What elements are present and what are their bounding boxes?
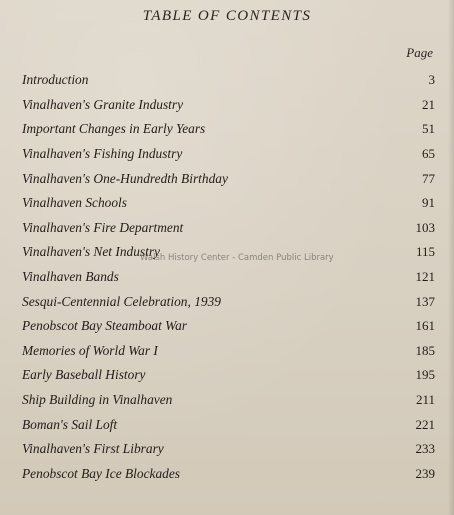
toc-entry [22,93,435,118]
toc-entry-page: 161 [415,318,435,334]
toc-entry-title: Vinalhaven Schools [22,195,127,211]
toc-entry-page: 21 [422,96,435,112]
toc-entry-page: 3 [428,72,435,88]
toc-entry [22,289,435,314]
table-of-contents [22,68,435,486]
toc-entry [22,462,435,487]
toc-entry [22,117,435,142]
toc-entry-title: Vinalhaven's Net Industry [22,244,160,260]
toc-entry [22,363,435,388]
toc-entry [22,142,435,167]
toc-entry-title: Vinalhaven's First Library [22,441,164,457]
toc-entry-title: Memories of World War I [22,342,158,358]
toc-entry-title: Early Baseball History [22,367,146,383]
toc-entry-page: 211 [415,392,435,408]
page-edge-shadow [448,0,454,515]
toc-entry-page: 185 [415,342,435,358]
toc-entry-page: 239 [415,465,435,481]
toc-entry-page: 65 [422,146,435,162]
toc-entry-page: 115 [415,244,435,260]
toc-entry-title: Penobscot Bay Ice Blockades [22,465,181,481]
toc-entry [22,388,435,413]
toc-entry-title: Vinalhaven's Granite Industry [22,96,184,112]
toc-entry-page: 77 [422,170,435,186]
toc-entry [22,412,435,437]
toc-entry-title: Introduction [22,72,89,88]
toc-entry [22,191,435,216]
toc-entry-page: 195 [415,367,435,383]
toc-entry-page: 103 [415,219,435,235]
archive-watermark: Walsh History Center - Camden Public Library [140,253,334,263]
page-title: TABLE OF CONTENTS [142,8,312,24]
toc-entry-title: Vinalhaven's Fishing Industry [22,146,183,162]
toc-entry-page: 137 [415,293,435,309]
toc-entry [22,339,435,364]
toc-entry-page: 121 [415,269,435,285]
toc-entry-title: Ship Building in Vinalhaven [22,392,173,408]
toc-entry-title: Vinalhaven's Fire Department [22,219,184,235]
toc-entry-page: 91 [422,195,435,211]
toc-entry [22,68,435,93]
toc-entry [22,166,435,191]
toc-entry [22,437,435,462]
toc-entry [22,265,435,290]
toc-entry-title: Important Changes in Early Years [22,121,206,137]
toc-entry-page: 221 [415,416,435,432]
toc-entry-title: Penobscot Bay Steamboat War [22,318,188,334]
toc-entry-title: Vinalhaven Bands [22,269,119,285]
toc-entry-page: 51 [422,121,435,137]
page-column-header: Page [406,45,433,60]
toc-entry-title: Vinalhaven's One-Hundredth Birthday [22,170,228,186]
toc-entry-page: 233 [415,441,435,457]
toc-entry [22,216,435,241]
toc-entry-title: Boman's Sail Loft [22,416,118,432]
toc-entry-title: Sesqui-Centennial Celebration, 1939 [22,293,221,309]
toc-entry [22,314,435,339]
